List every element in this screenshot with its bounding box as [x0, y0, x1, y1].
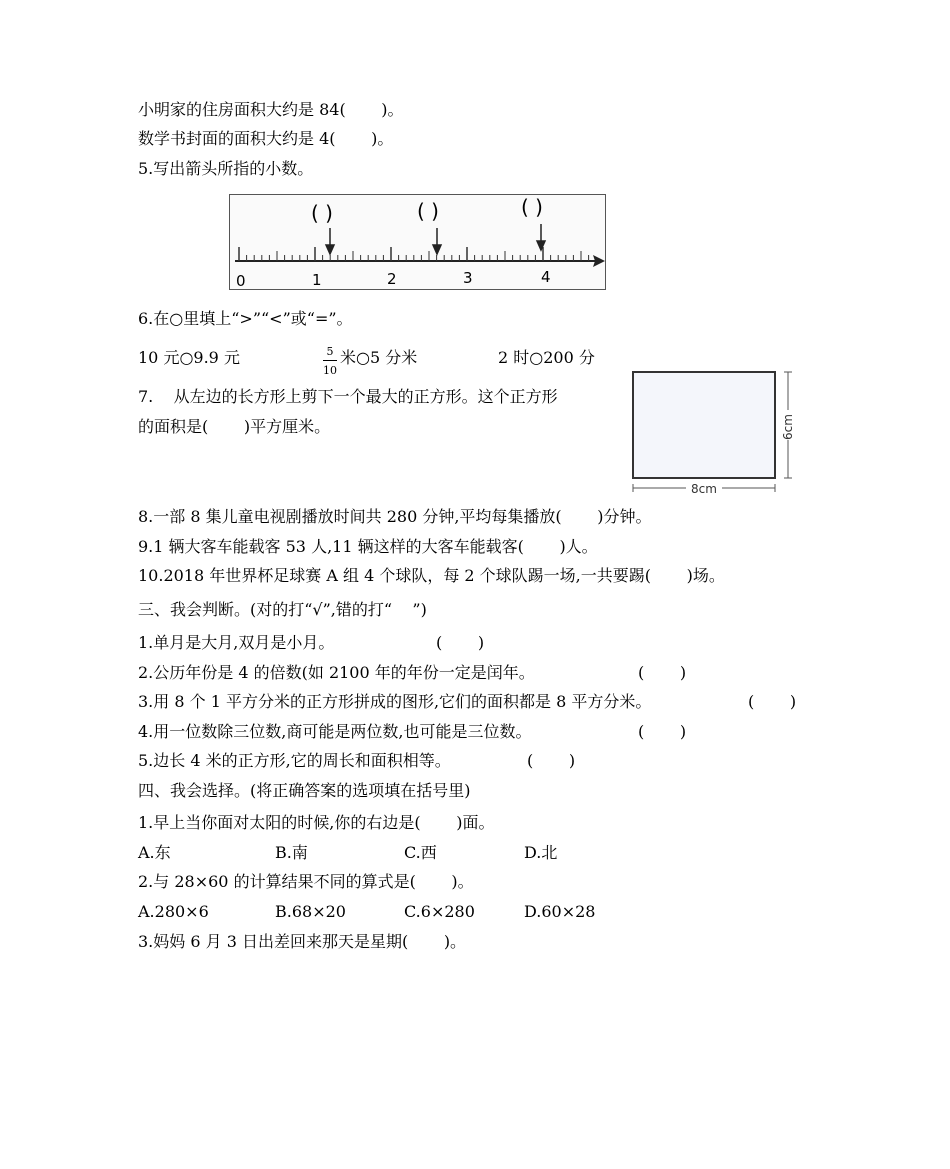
choice-2-option-b: B.68×20 [275, 902, 346, 921]
rect-height-label: 6cm [781, 414, 795, 440]
judge-3-blank: ( ) [748, 692, 797, 711]
judge-1: 1.单月是大月,双月是小月。 [138, 633, 335, 652]
ruler-label-2: 2 [387, 270, 397, 288]
fraction-bar [323, 360, 337, 361]
compare-money: 10 元○9.9 元 [138, 348, 240, 367]
question-5: 5.写出箭头所指的小数。 [138, 159, 314, 178]
section-4-heading: 四、我会选择。(将正确答案的选项填在括号里) [138, 781, 471, 800]
arrow-blank-2: ( ) [417, 199, 439, 223]
compare-time: 2 时○200 分 [498, 348, 595, 367]
fraction-denominator: 10 [323, 364, 337, 377]
choice-3: 3.妈妈 6 月 3 日出差回来那天是星期( )。 [138, 932, 467, 951]
question-9: 9.1 辆大客车能载客 53 人,11 辆这样的大客车能载客( )人。 [138, 537, 598, 556]
judge-5: 5.边长 4 米的正方形,它的周长和面积相等。 [138, 751, 451, 770]
fill-line-book-area: 数学书封面的面积大约是 4( )。 [138, 129, 394, 148]
judge-2-blank: ( ) [638, 663, 687, 682]
judge-4-blank: ( ) [638, 722, 687, 741]
ruler-label-0: 0 [236, 272, 246, 290]
choice-2-option-a: A.280×6 [138, 902, 209, 921]
arrow-blank-3: ( ) [521, 195, 543, 219]
ruler-label-1: 1 [312, 271, 322, 289]
choice-1-option-d: D.北 [524, 843, 558, 862]
section-3-heading: 三、我会判断。(对的打“√”,错的打“ ”) [138, 600, 427, 619]
question-7-line-1: 7. 从左边的长方形上剪下一个最大的正方形。这个正方形 [138, 387, 558, 406]
choice-1-option-b: B.南 [275, 843, 308, 862]
compare-length: 米○5 分米 [340, 348, 418, 367]
number-line-figure [229, 194, 607, 290]
rect-width-label: 8cm [691, 482, 717, 496]
choice-2-option-c: C.6×280 [404, 902, 475, 921]
question-8: 8.一部 8 集儿童电视剧播放时间共 280 分钟,平均每集播放( )分钟。 [138, 507, 652, 526]
question-7-line-2: 的面积是( )平方厘米。 [138, 417, 331, 436]
choice-2: 2.与 28×60 的计算结果不同的算式是( )。 [138, 872, 474, 891]
ruler-label-4: 4 [541, 268, 551, 286]
fill-line-house-area: 小明家的住房面积大约是 84( )。 [138, 100, 404, 119]
arrow-blank-1: ( ) [311, 201, 333, 225]
question-6: 6.在○里填上“>”“<”或“=”。 [138, 309, 353, 328]
ruler-label-3: 3 [463, 269, 473, 287]
judge-5-blank: ( ) [527, 751, 576, 770]
question-10: 10.2018 年世界杯足球赛 A 组 4 个球队，每 2 个球队踢一场,一共要踢( )场。 [138, 566, 725, 585]
fraction-numerator: 5 [326, 345, 334, 358]
rectangle-figure [629, 366, 795, 496]
choice-2-option-d: D.60×28 [524, 902, 596, 921]
choice-1-option-a: A.东 [138, 843, 171, 862]
choice-1-option-c: C.西 [404, 843, 437, 862]
judge-1-blank: ( ) [436, 633, 485, 652]
judge-3: 3.用 8 个 1 平方分米的正方形拼成的图形,它们的面积都是 8 平方分米。 [138, 692, 652, 711]
choice-1: 1.早上当你面对太阳的时候,你的右边是( )面。 [138, 813, 495, 832]
judge-4: 4.用一位数除三位数,商可能是两位数,也可能是三位数。 [138, 722, 532, 741]
judge-2: 2.公历年份是 4 的倍数(如 2100 年的年份一定是闰年。 [138, 663, 535, 682]
